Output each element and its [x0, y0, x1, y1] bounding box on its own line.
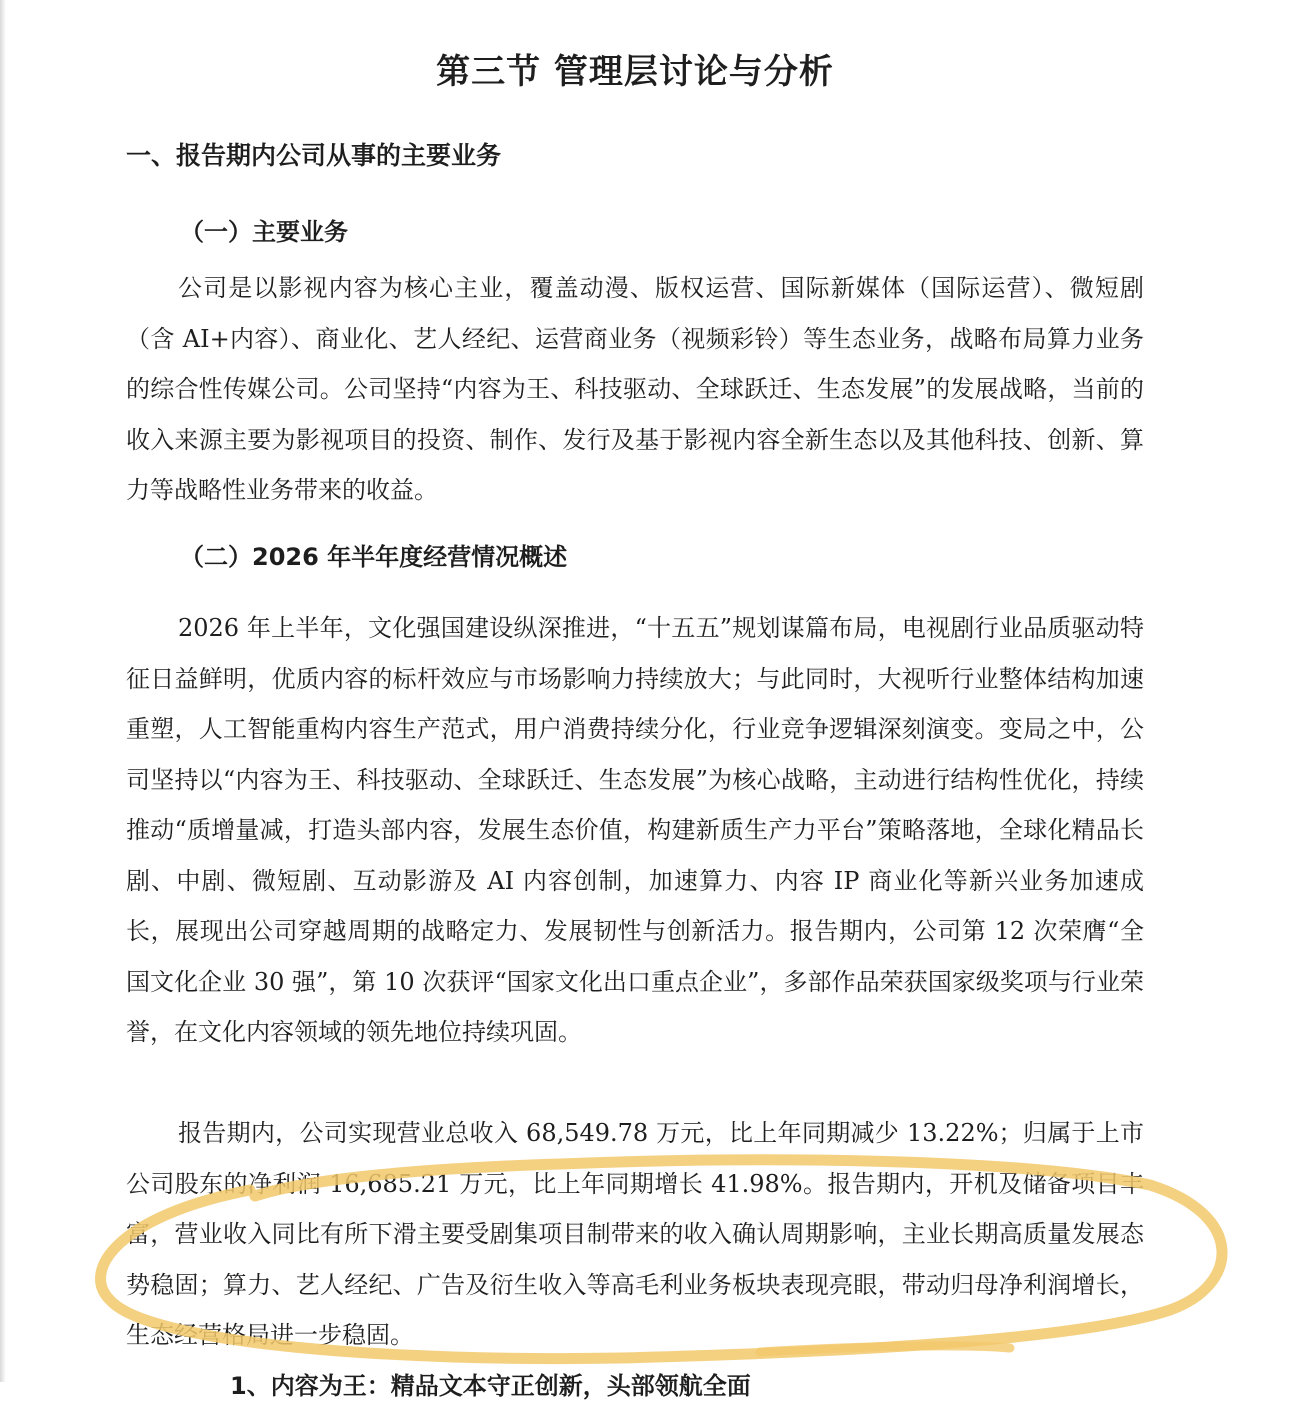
subsection-heading-operations-overview: （二）2026 年半年度经营情况概述: [180, 543, 568, 571]
paragraph-financial-results: 报告期内，公司实现营业总收入 68,549.78 万元，比上年同期减少 13.22%；归属于上市公司股东的净利润 16,685.21 万元，比上年同期增长 41.98%。报告期内，开机及储备项目丰富，营业收入同比有所下滑主要受剧集项目制带来的收入确认周期影响，主业长期高质量发展态势稳固；算力、艺人经纪、广告及衍生收入等高毛利业务板块表现亮眼，带动归母净利润增长，生态经营格局进一步稳固。: [126, 1119, 1144, 1349]
page-title: 第三节 管理层讨论与分析: [436, 52, 834, 92]
paragraph-main-business: 公司是以影视内容为核心主业，覆盖动漫、版权运营、国际新媒体（国际运营）、微短剧（含 AI+内容）、商业化、艺人经纪、运营商业务（视频彩铃）等生态业务，战略布局算力业务的综合性传媒公司。公司坚持“内容为王、科技驱动、全球跃迁、生态发展”的发展战略，当前的收入来源主要为影视项目的投资、制作、发行及基于影视内容全新生态以及其他科技、创新、算力等战略性业务带来的收益。: [126, 274, 1144, 504]
section-heading-main-business: 一、报告期内公司从事的主要业务: [126, 141, 502, 170]
truncated-next-heading: 1、内容为王：精品文本守正创新，头部领航全面: [230, 1372, 751, 1400]
subsection-heading-main-business: （一）主要业务: [180, 218, 348, 246]
page-edge-shadow: [0, 0, 6, 1382]
paragraph-operations-context: 2026 年上半年，文化强国建设纵深推进，“十五五”规划谋篇布局，电视剧行业品质驱动特征日益鲜明，优质内容的标杆效应与市场影响力持续放大；与此同时，大视听行业整体结构加速重塑，人工智能重构内容生产范式，用户消费持续分化，行业竞争逻辑深刻演变。变局之中，公司坚持以“内容为王、科技驱动、全球跃迁、生态发展”为核心战略，主动进行结构性优化，持续推动“质增量减，打造头部内容，发展生态价值，构建新质生产力平台”策略落地，全球化精品长剧、中剧、微短剧、互动影游及 AI 内容创制，加速算力、内容 IP 商业化等新兴业务加速成长，展现出公司穿越周期的战略定力、发展韧性与创新活力。报告期内，公司第 12 次荣膺“全国文化企业 30 强”，第 10 次获评“国家文化出口重点企业”，多部作品荣获国家级奖项与行业荣誉，在文化内容领域的领先地位持续巩固。: [126, 614, 1144, 1046]
